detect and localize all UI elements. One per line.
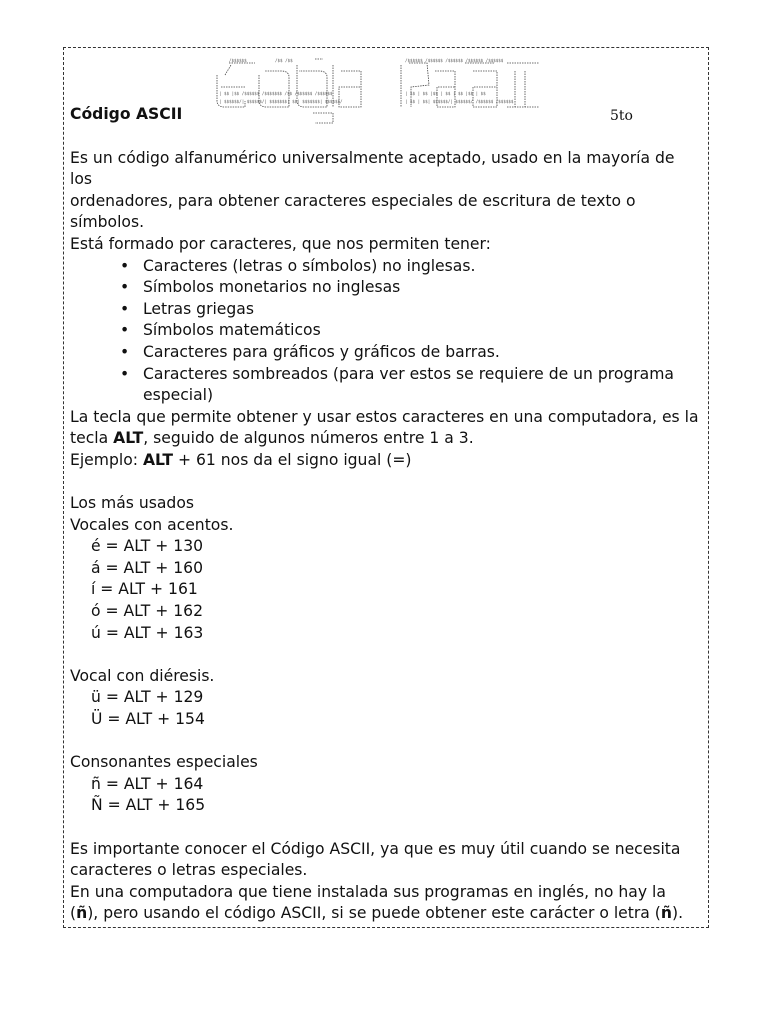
list-item: • Caracteres para gráficos y gráficos de barras. (143, 342, 700, 364)
alt-key-text: , seguido de algunos números entre 1 a 3. (143, 429, 474, 448)
code-entry: Ñ = ALT + 165 (91, 796, 206, 815)
code-entry: ú = ALT + 163 (91, 623, 204, 642)
svg-text:| $$ | $$ |$$ | $$ | $$ |$$: | $$ | $$ |$$ | $$ | $$ |$$ | $$ (405, 91, 486, 96)
code-entry: á = ALT + 160 (91, 558, 204, 577)
intro-line: Es un código alfanumérico universalmente aceptado, usado en la mayoría de los (70, 148, 675, 189)
code-entry: í = ALT + 161 (91, 580, 198, 599)
closing-line: caracteres o letras especiales. (70, 861, 308, 880)
alt-key-bold: ALT (113, 429, 144, 448)
example-text: + 61 nos da el signo igual (=) (173, 450, 412, 469)
code-entry: Ü = ALT + 154 (91, 710, 205, 729)
alt-key-line: La tecla que permite obtener y usar estos caracteres en una computadora, es la (70, 407, 699, 426)
document-body (70, 104, 700, 925)
section-heading: Consonantes especiales (70, 753, 258, 772)
intro-line: ordenadores, para obtener caracteres especiales de escritura de texto o (70, 191, 636, 210)
grade-label: 5to (610, 108, 633, 124)
list-item: • Símbolos monetarios no inglesas (143, 277, 700, 299)
title-row (70, 104, 700, 126)
section-heading: Vocal con diéresis. (70, 666, 215, 685)
intro-line: símbolos. (70, 213, 145, 232)
list-item: • Símbolos matemáticos (143, 320, 700, 342)
svg-text:| $$ |$$ /$$$$$$ /$$$$$$$ /: | $$ |$$ /$$$$$$ /$$$$$$$ /$$ /$$$$$$ /$$$$$$ (219, 91, 333, 96)
intro-line: Está formado por caracteres, que nos permiten tener: (70, 234, 491, 253)
closing-line: Es importante conocer el Código ASCII, ya que es muy útil cuando se necesita (70, 839, 681, 858)
svg-text:| $$$$$$/| $$$$$$/| $$$$$$$: | $$$$$$/| $$$$$$/| $$$$$$$| $$| $$$$$$$| $$$$$$/ (219, 99, 343, 104)
code-entry: ó = ALT + 162 (91, 602, 203, 621)
closing-bold: ñ (76, 904, 88, 923)
alt-key-line (70, 428, 700, 450)
alt-key-text: tecla (70, 429, 114, 448)
code-entry: ü = ALT + 129 (91, 688, 204, 707)
closing-bold: ñ (660, 904, 672, 923)
list-item: • Letras griegas (143, 299, 700, 321)
svg-text:/$$$$$$ /$$$$$$ /$$$$$$ /$$$: /$$$$$$ /$$$$$$ /$$$$$$ /$$$$$$ /$$$$$$ (405, 58, 504, 63)
svg-text:/$$ /$$: /$$ /$$ (275, 58, 293, 63)
closing-text: ). (671, 904, 684, 923)
closing-text: ), pero usando el código ASCII, si se puede obtener este carácter o letra ( (87, 904, 661, 923)
section-heading: Vocales con acentos. (70, 515, 234, 534)
closing-line: En una computadora que tiene instalada sus programas en inglés, no hay la (70, 882, 666, 901)
closing-text: ( (70, 904, 77, 923)
features-list (70, 256, 700, 386)
list-item-continuation: especial) (143, 386, 214, 405)
section-heading: Los más usados (70, 494, 194, 513)
list-item: • Caracteres sombreados (para ver estos se requiere de un programa (143, 364, 700, 386)
example-text: Ejemplo: (70, 450, 143, 469)
svg-text:| $$ | $$| $$$$$$/| $$$$$$/: | $$ | $$| $$$$$$/| $$$$$$/ /$$$$$$ /$$$$$$ (405, 99, 514, 104)
closing-line (70, 903, 700, 925)
code-entry: é = ALT + 130 (91, 537, 204, 556)
page-title: Código ASCII (70, 105, 183, 123)
code-entry: ñ = ALT + 164 (91, 774, 204, 793)
example-bold: ALT (142, 450, 174, 469)
list-item: • Caracteres (letras o símbolos) no inglesas. (143, 256, 700, 278)
svg-text:/$$$$$$: /$$$$$$ (229, 58, 247, 63)
example-line (70, 450, 700, 472)
